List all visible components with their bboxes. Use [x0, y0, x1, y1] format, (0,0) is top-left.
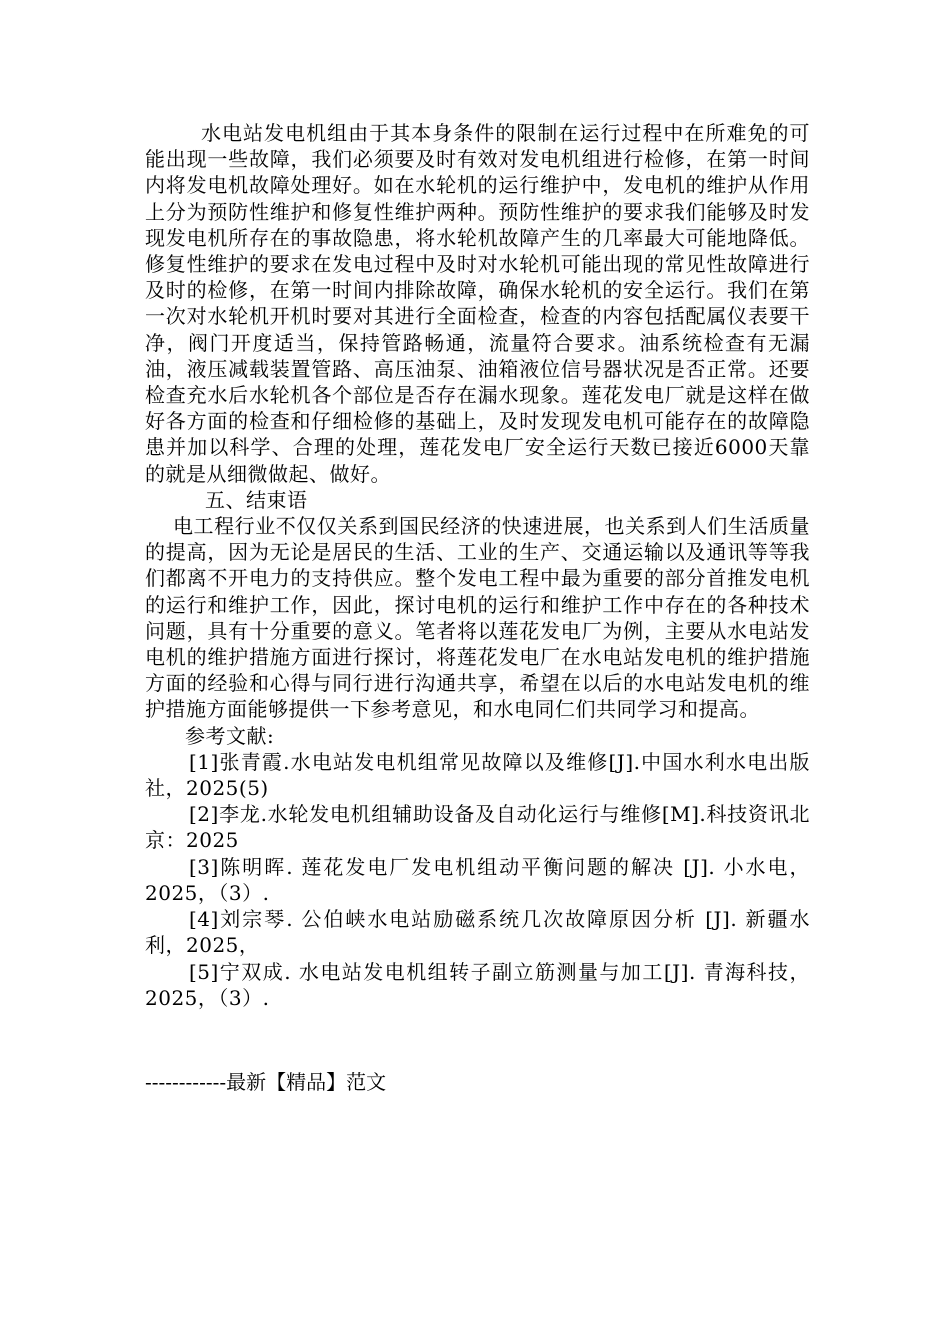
body-paragraph-1: 水电站发电机组由于其本身条件的限制在运行过程中在所难免的可能出现一些故障，我们必须要及时有效对发电机组进行检修，在第一时间内将发电机故障处理好。如在水轮机的运行维护中，发电机的维护从作用上分为预防性维护和修复性维护两种。预防性维护的要求我们能够及时发现发电机所存在的事故隐患，将水轮机故障产生的几率最大可能地降低。修复性维护的要求在发电过程中及时对水轮机可能出现的常见性故障进行及时的检修，在第一时间内排除故障，确保水轮机的安全运行。我们在第一次对水轮机开机时要对其进行全面检查，检查的内容包括配属仪表要干净，阀门开度适当，保持管路畅通，流量符合要求。油系统检查有无漏油，液压减载装置管路、高压油泵、油箱液位信号器状况是否正常。还要检查充水后水轮机各个部位是否存在漏水现象。莲花发电厂就是这样在做好各方面的检查和仔细检修的基础上，及时发现发电机可能存在的故障隐患并加以科学、合理的处理，莲花发电厂安全运行天数已接近6000天靠的就是从细微做起、做好。 [145, 121, 810, 486]
reference-item-4: [4]刘宗琴. 公伯峡水电站励磁系统几次故障原因分析 [J]. 新疆水利，2025， [145, 907, 810, 958]
reference-item-1: [1]张青霞.水电站发电机组常见故障以及维修[J].中国水利水电出版社，2025(5) [145, 749, 810, 801]
reference-item-2: [2]李龙.水轮发电机组辅助设备及自动化运行与维修[M].科技资讯北京：2025 [145, 802, 810, 853]
footer-text: ------------最新【精品】范文 [145, 1070, 387, 1094]
document-body [145, 120, 810, 1011]
references-label: 参考文献: [185, 723, 275, 748]
section-heading: 五、结束语 [205, 487, 308, 512]
body-paragraph-2: 电工程行业不仅仅关系到国民经济的快速进展，也关系到人们生活质量的提高，因为无论是居民的生活、工业的生产、交通运输以及通讯等等我们都离不开电力的支持供应。整个发电工程中最为重要的部分首推发电机的运行和维护工作，因此，探讨电机的运行和维护工作中存在的各种技术问题，具有十分重要的意义。笔者将以莲花发电厂为例，主要从水电站发电机的维护措施方面进行探讨，将莲花发电厂在水电站发电机的维护措施方面的经验和心得与同行进行沟通共享，希望在以后的水电站发电机的维护措施方面能够提供一下参考意见，和水电同仁们共同学习和提高。 [145, 514, 810, 722]
reference-item-3: [3]陈明晖. 莲花发电厂发电机组动平衡问题的解决 [J]. 小水电，2025，（3）. [145, 854, 810, 905]
reference-item-5: [5]宁双成. 水电站发电机组转子副立筋测量与加工[J]. 青海科技，2025，（3）. [145, 959, 810, 1010]
